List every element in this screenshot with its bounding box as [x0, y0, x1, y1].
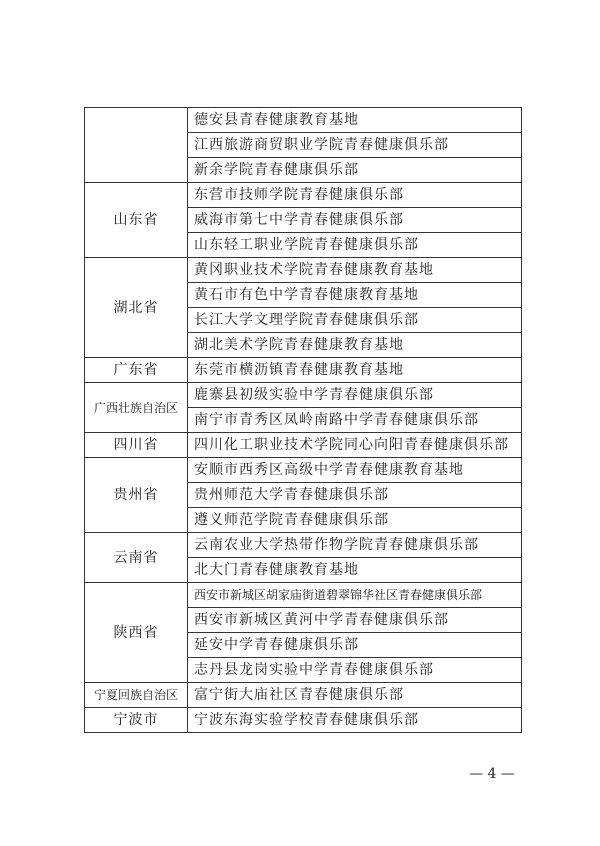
province-cell: [85, 108, 188, 183]
organization-cell: 东莞市横沥镇青春健康教育基地: [188, 358, 522, 383]
province-cell: 宁夏回族自治区: [85, 683, 188, 708]
table-row: [85, 433, 522, 458]
province-cell: 宁波市: [85, 708, 188, 733]
table-row: [85, 258, 522, 283]
organization-cell: 新余学院青春健康俱乐部: [188, 158, 522, 183]
organization-cell: 延安中学青春健康俱乐部: [188, 633, 522, 658]
organization-cell: 威海市第七中学青春健康俱乐部: [188, 208, 522, 233]
table-row: [85, 108, 522, 133]
province-cell: 湖北省: [85, 258, 188, 358]
organization-cell: 黄石市有色中学青春健康教育基地: [188, 283, 522, 308]
organization-cell: 山东轻工职业学院青春健康俱乐部: [188, 233, 522, 258]
organization-cell: 江西旅游商贸职业学院青春健康俱乐部: [188, 133, 522, 158]
table-row: [85, 583, 522, 608]
organization-cell: 东营市技师学院青春健康俱乐部: [188, 183, 522, 208]
organization-cell: 湖北美术学院青春健康教育基地: [188, 333, 522, 358]
table-row: [85, 683, 522, 708]
organization-cell: 贵州师范大学青春健康俱乐部: [188, 483, 522, 508]
organization-cell: 北大门青春健康教育基地: [188, 558, 522, 583]
organization-cell: 志丹县龙岗实验中学青春健康俱乐部: [188, 658, 522, 683]
organization-table-body: [85, 108, 522, 733]
province-cell: 四川省: [85, 433, 188, 458]
province-cell: 山东省: [85, 183, 188, 258]
province-cell: 广东省: [85, 358, 188, 383]
table-row: [85, 708, 522, 733]
organization-table: [84, 107, 522, 733]
table-row: [85, 383, 522, 408]
organization-cell: 长江大学文理学院青春健康俱乐部: [188, 308, 522, 333]
organization-cell: 遵义师范学院青春健康俱乐部: [188, 508, 522, 533]
organization-cell: 安顺市西秀区高级中学青春健康教育基地: [188, 458, 522, 483]
table-row: [85, 358, 522, 383]
organization-cell: 黄冈职业技术学院青春健康教育基地: [188, 258, 522, 283]
organization-cell: 鹿寨县初级实验中学青春健康俱乐部: [188, 383, 522, 408]
organization-cell: 西安市新城区胡家庙街道碧翠锦华社区青春健康俱乐部: [188, 583, 522, 608]
page-number: — 4 —: [469, 766, 515, 782]
province-cell: 贵州省: [85, 458, 188, 533]
organization-cell: 富宁街大庙社区青春健康俱乐部: [188, 683, 522, 708]
table-row: [85, 183, 522, 208]
province-cell: 云南省: [85, 533, 188, 583]
organization-cell: 德安县青春健康教育基地: [188, 108, 522, 133]
organization-cell: 南宁市青秀区凤岭南路中学青春健康俱乐部: [188, 408, 522, 433]
organization-cell: 西安市新城区黄河中学青春健康俱乐部: [188, 608, 522, 633]
table-row: [85, 533, 522, 558]
table-row: [85, 458, 522, 483]
organization-cell: 宁波东海实验学校青春健康俱乐部: [188, 708, 522, 733]
organization-cell: 四川化工职业技术学院同心向阳青春健康俱乐部: [188, 433, 522, 458]
province-cell: 陕西省: [85, 583, 188, 683]
province-cell: 广西壮族自治区: [85, 383, 188, 433]
organization-cell: 云南农业大学热带作物学院青春健康俱乐部: [188, 533, 522, 558]
